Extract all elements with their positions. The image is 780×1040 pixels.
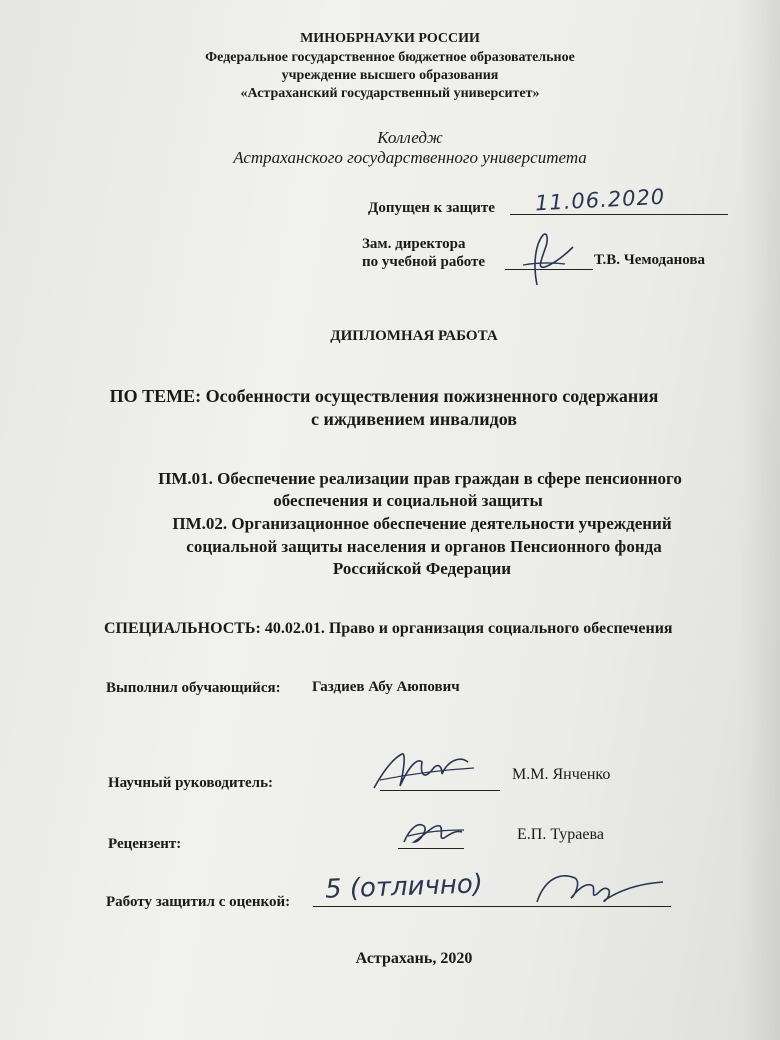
admission-label: Допущен к защите: [368, 200, 495, 216]
module-2-line-1: ПМ.02. Организационное обеспечение деятельности учреждений: [172, 514, 672, 533]
module-1-line-1: ПМ.01. Обеспечение реализации прав граждан в сфере пенсионного: [158, 469, 682, 488]
work-type: ДИПЛОМНАЯ РАБОТА: [330, 328, 498, 344]
module-1-line-2: обеспечения и социальной защиты: [273, 491, 543, 510]
college-line: Колледж: [377, 128, 443, 147]
supervisor-label: Научный руководитель:: [108, 775, 273, 791]
city-year: Астрахань, 2020: [355, 950, 473, 967]
institution-type-line: Федеральное государственное бюджетное образовательное: [205, 50, 575, 65]
deputy-label-2: по учебной работе: [362, 254, 486, 270]
institution-type-line-2: учреждение высшего образования: [281, 68, 499, 83]
ministry-line: МИНОБРНАУКИ РОССИИ: [300, 31, 480, 46]
topic-line-2: с иждивением инвалидов: [310, 409, 518, 429]
deputy-signature: [515, 225, 585, 295]
deputy-name: Т.В. Чемоданова: [594, 252, 705, 268]
supervisor-signature: [370, 740, 490, 800]
reviewer-signature: [400, 812, 470, 852]
module-2-line-2: социальной защиты населения и органов Пенсионного фонда: [186, 537, 662, 556]
module-2-line-3: Российской Федерации: [332, 559, 512, 578]
college-university-line: Астраханского государственного университета: [233, 148, 587, 167]
defense-label: Работу защитил с оценкой:: [106, 894, 291, 910]
deputy-label-1: Зам. директора: [362, 236, 466, 252]
defense-grade-handwritten: 5 (отлично): [324, 869, 484, 905]
defense-signature: [535, 868, 665, 908]
specialty: СПЕЦИАЛЬНОСТЬ: 40.02.01. Право и организация социального обеспечения: [104, 620, 673, 637]
reviewer-name: Е.П. Тураева: [517, 826, 604, 843]
admission-date-handwritten: 11.06.2020: [534, 184, 666, 216]
reviewer-label: Рецензент:: [108, 836, 182, 852]
supervisor-name: М.М. Янченко: [512, 766, 611, 783]
topic-line-1: ПО ТЕМЕ: Особенности осуществления пожизненного содержания: [109, 386, 659, 406]
student-name: Газдиев Абу Аюпович: [312, 679, 460, 695]
university-name: «Астраханский государственный университет»: [240, 86, 540, 101]
student-label: Выполнил обучающийся:: [106, 680, 281, 696]
